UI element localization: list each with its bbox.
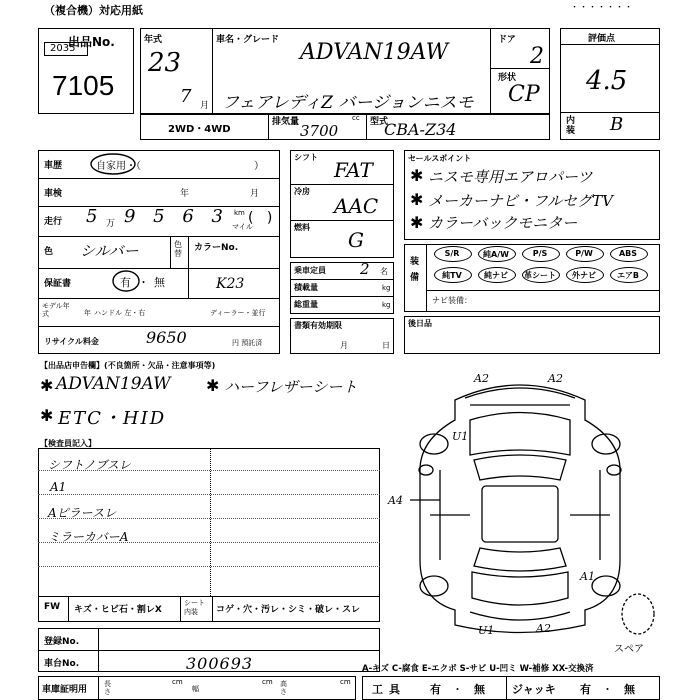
color-no-label: カラーNo.	[194, 243, 239, 253]
lot-number: 7105	[52, 70, 115, 101]
equipment-item: 純A/W	[483, 250, 509, 259]
sales-point-3: カラーバックモニター	[428, 214, 578, 232]
inspector-note-1: シフトノブスレ	[48, 458, 131, 472]
shift-value: FAT	[334, 158, 373, 182]
capacity-value: 2	[360, 260, 370, 278]
model-code-label: 型式	[370, 117, 389, 127]
warranty-no: 無	[154, 276, 165, 289]
model-grade: ADVAN19AW	[300, 40, 449, 65]
inspection-month-unit: 月	[250, 189, 260, 199]
sales-point-1: ニスモ専用エアロパーツ	[428, 168, 593, 186]
tools-yes: 有	[430, 683, 441, 696]
sales-star-1: ✱	[410, 166, 424, 185]
cert-height: 高さ	[280, 680, 287, 696]
year-month: 7	[180, 86, 192, 107]
drive-label: 2WD・4WD	[168, 124, 231, 135]
diagram-mark-a2-right: A2	[548, 372, 563, 385]
cert-length: 長さ	[104, 680, 111, 696]
fw-label: FW	[44, 602, 61, 612]
damage-legend: A-キズ C-腐食 E-エクボ S-サビ U-凹ミ W-補修 XX-交換済	[362, 664, 594, 674]
equipment-label: 装備	[410, 257, 420, 283]
model-label: 車名・グレード	[216, 35, 280, 45]
navi-label: ナビ装備：	[432, 296, 472, 305]
warranty-label: 保証書	[44, 279, 72, 289]
model-year-label: モデル年式	[42, 302, 70, 318]
mileage-man: 5	[86, 206, 98, 227]
fuel-label: 燃料	[294, 223, 310, 232]
capacity-label: 乗車定員	[294, 266, 326, 275]
mileage-man-unit: 万	[106, 219, 116, 229]
displacement-value: 3700	[300, 122, 339, 140]
inspector-note-2: A1	[50, 480, 67, 494]
recycle-label: リサイクル料金	[44, 337, 99, 346]
cert-width: 幅	[192, 685, 199, 693]
year-label: 年式	[144, 35, 163, 45]
model-name: フェアレディZ バージョンニスモ	[222, 93, 474, 113]
displacement-unit: cc	[352, 114, 360, 122]
shift-label: シフト	[294, 153, 318, 162]
recycle-suffix: 円 預託済	[232, 339, 263, 347]
cert-height-unit: cm	[340, 678, 351, 686]
diagram-mark-u1-side: U1	[452, 430, 469, 443]
certificate-label: 車庫証明用	[42, 685, 88, 695]
inspector-note-4: ミラーカバーA	[48, 530, 129, 544]
aircon-label: 冷房	[294, 187, 310, 196]
seller-note-1b: ハーフレザーシート	[224, 378, 358, 396]
model-code-value: CBA-Z34	[384, 120, 457, 139]
inspection-year-unit: 年	[180, 189, 190, 199]
mileage-mile-label: マイル	[232, 223, 253, 231]
equipment-item: エアB	[616, 271, 640, 280]
equipment-item: 革シート	[524, 271, 556, 280]
displacement-label: 排気量	[272, 117, 300, 127]
sales-star-3: ✱	[410, 213, 424, 232]
load-unit: kg	[382, 284, 391, 292]
score-value: 4.5	[586, 66, 628, 96]
diagram-mark-a4: A4	[388, 494, 403, 507]
document-date-month: 月	[340, 341, 348, 350]
gross-unit: kg	[382, 301, 391, 309]
mileage-label: 走行	[44, 217, 63, 227]
history-close: ）	[254, 161, 264, 172]
score-label: 評価点	[588, 34, 616, 44]
capacity-unit: 名	[380, 267, 388, 276]
equipment-item: 純TV	[442, 271, 462, 280]
lot-stamp-text: 2035	[50, 43, 76, 54]
diagram-mark-a2-left: A2	[474, 372, 489, 385]
sales-point-2: メーカーナビ・フルセグTV	[428, 192, 613, 210]
jack-label: ジャッキ	[512, 683, 556, 696]
seller-note-2: ETC・HID	[58, 408, 167, 429]
inspection-label: 車検	[44, 189, 63, 199]
equipment-item: 外ナビ	[572, 271, 596, 280]
document-date-label: 書類有効期限	[294, 321, 342, 330]
tools-no: 無	[474, 683, 485, 696]
color-no-value: K23	[216, 276, 245, 292]
rear-label: 後日品	[408, 319, 432, 328]
mileage-digits: 9 5 6 3	[124, 206, 229, 227]
chassis-label: 車台No.	[44, 659, 80, 669]
mileage-km-label: km	[234, 209, 245, 217]
sales-star-2: ✱	[410, 190, 424, 209]
shape-label: 形状	[498, 73, 517, 83]
load-label: 積載量	[294, 283, 318, 292]
equipment-item: S/R	[444, 249, 460, 258]
jack-no: 無	[624, 683, 635, 696]
fw-items: キズ・ヒビ石・割レX	[74, 605, 162, 615]
history-label: 車歴	[44, 161, 63, 171]
seller-notes-label: 【出品店申告欄】(不良箇所・欠品・注意事項等)	[40, 361, 216, 370]
equipment-item: P/S	[532, 249, 548, 258]
seat-items: コゲ・穴・汚レ・シミ・破レ・スレ	[216, 605, 361, 615]
spare-label: スペア	[614, 644, 644, 655]
tools-label: 工具	[372, 683, 406, 696]
warranty-yes: 有	[120, 276, 131, 289]
sales-points-label: セールスポイント	[408, 154, 472, 163]
cert-length-unit: cm	[172, 678, 183, 686]
shape-value: CP	[508, 82, 540, 107]
gross-label: 総重量	[294, 300, 318, 309]
history-value: 自家用・（	[96, 161, 141, 172]
recycle-value: 9650	[146, 328, 187, 347]
header-top-right: ・・・・・・・	[570, 3, 634, 13]
fuel-value: G	[348, 228, 364, 252]
equipment-item: 純ナビ	[484, 271, 508, 280]
interior-value: B	[610, 114, 624, 135]
equipment-item: P/W	[575, 249, 593, 258]
model-year-unit: 年	[84, 309, 91, 317]
color-change-label: 色替	[174, 240, 182, 258]
cert-width-unit: cm	[262, 678, 273, 686]
inspector-note-3: Aピラースレ	[48, 506, 117, 520]
color-label: 色	[44, 247, 54, 257]
registration-label: 登録No.	[44, 637, 80, 647]
jack-yes: 有	[580, 683, 591, 696]
import-label: ディーラー・並行	[210, 309, 266, 317]
interior-label: 内装	[566, 116, 576, 136]
door-label: ドア	[498, 35, 516, 45]
warranty-sep: ・	[138, 276, 149, 289]
door-value: 2	[530, 44, 544, 69]
diagram-mark-a2-rear: A2	[536, 622, 551, 635]
year-month-unit: 月	[200, 101, 210, 111]
equipment-item: ABS	[618, 249, 638, 258]
handle-label: ハンドル 左・右	[94, 309, 146, 317]
year-value: 23	[148, 48, 182, 78]
seat-label: シート内装	[184, 599, 205, 616]
aircon-value: AAC	[334, 194, 379, 218]
seller-note-1a: ADVAN19AW	[56, 374, 171, 394]
lot-label: 出品No.	[68, 35, 115, 49]
diagram-mark-u1-rear: U1	[478, 624, 495, 637]
diagram-mark-a1: A1	[580, 570, 595, 583]
chassis-value: 300693	[186, 654, 254, 673]
color-value: シルバー	[80, 242, 139, 260]
document-date-day: 日	[382, 341, 390, 350]
header-top-text: （複合機）対応用紙	[44, 4, 143, 17]
inspector-notes-label: 【検査員記入】	[40, 439, 96, 448]
